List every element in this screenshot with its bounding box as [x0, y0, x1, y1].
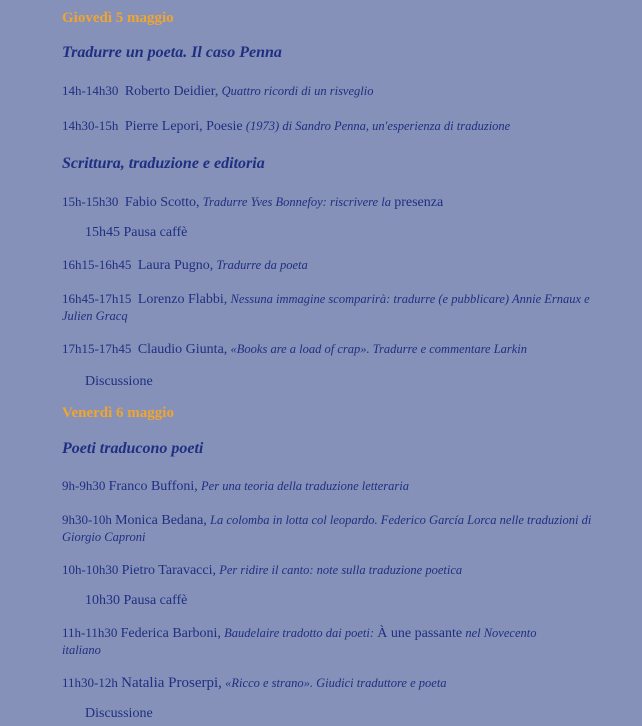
day-heading-thursday: Giovedì 5 maggio: [62, 10, 174, 26]
talk-row: [62, 625, 562, 658]
talk-time: 14h30-15h: [62, 118, 119, 133]
talk-speaker: Roberto Deidier,: [124, 84, 219, 99]
talk-time: 17h15-17h45: [62, 341, 132, 356]
section-title-poeti: Poeti traducono poeti: [62, 440, 204, 457]
discussion-label: Discussione: [85, 706, 153, 721]
talk-time: 9h-9h30: [62, 478, 106, 493]
talk-title: Per una teoria della traduzione letteraria: [201, 479, 409, 493]
talk-time: 14h-14h30: [62, 83, 119, 98]
talk-speaker: Pietro Taravacci,: [121, 563, 216, 578]
talk-title: «Ricco e strano». Giudici traduttore e poeta: [225, 676, 447, 690]
talk-speaker: Fabio Scotto,: [124, 195, 200, 210]
talk-speaker: Laura Pugno,: [137, 258, 214, 273]
talk-row: [62, 83, 373, 100]
talk-speaker: Federica Barboni,: [120, 626, 221, 641]
talk-title: Tradurre Yves Bonnefoy: riscrivere la: [202, 195, 391, 209]
talk-time: 16h45-17h15: [62, 291, 132, 306]
talk-row: [62, 512, 602, 545]
talk-time: 16h15-16h45: [62, 257, 132, 272]
talk-speaker: Franco Buffoni,: [108, 479, 198, 494]
talk-title-tail: nel Novecento italiano: [62, 626, 537, 657]
talk-row: [62, 194, 443, 211]
talk-title: La colomba in lotta col leopardo. Federico García Lorca nelle traduzioni di Giorgio Caproni: [62, 513, 592, 544]
talk-time: 11h-11h30: [62, 625, 118, 640]
coffee-break: 15h45 Pausa caffè: [85, 225, 188, 240]
talk-title: Quattro ricordi di un risveglio: [221, 84, 374, 98]
talk-speaker: Monica Bedana,: [115, 513, 207, 528]
talk-row: [62, 675, 447, 692]
talk-row: [62, 341, 527, 358]
coffee-break: 10h30 Pausa caffè: [85, 593, 188, 608]
talk-title-tail: presenza: [394, 195, 444, 210]
talk-title: (1973) di Sandro Penna, un'esperienza di traduzione: [245, 119, 511, 133]
talk-title: Tradurre da poeta: [216, 258, 308, 272]
section-title-editoria: Scrittura, traduzione e editoria: [62, 155, 265, 172]
talk-time: 15h-15h30: [62, 194, 119, 209]
discussion-label: Discussione: [85, 374, 153, 389]
talk-row: [62, 118, 510, 135]
day-heading-friday: Venerdì 6 maggio: [62, 405, 174, 421]
section-title-penna: Tradurre un poeta. Il caso Penna: [62, 44, 282, 61]
talk-title-mid: À une passante: [377, 626, 463, 641]
talk-title: «Books are a load of crap». Tradurre e commentare Larkin: [230, 342, 528, 356]
talk-speaker: Claudio Giunta,: [137, 342, 228, 357]
talk-speaker: Pierre Lepori, Poesie: [124, 119, 243, 134]
talk-row: [62, 562, 462, 579]
talk-title: Nessuna immagine scomparirà: tradurre (e pubblicare) Annie Ernaux e Julien Gracq: [62, 292, 590, 323]
talk-row: [62, 257, 308, 274]
talk-speaker: Natalia Proserpi,: [121, 675, 222, 691]
talk-row: [62, 291, 602, 324]
talk-title: Baudelaire tradotto dai poeti:: [224, 626, 375, 640]
talk-time: 9h30-10h: [62, 512, 112, 527]
talk-time: 10h-10h30: [62, 562, 119, 577]
talk-title: Per ridire il canto: note sulla traduzione poetica: [219, 563, 463, 577]
talk-time: 11h30-12h: [62, 675, 118, 690]
talk-row: [62, 478, 409, 495]
talk-speaker: Lorenzo Flabbi,: [137, 292, 228, 307]
